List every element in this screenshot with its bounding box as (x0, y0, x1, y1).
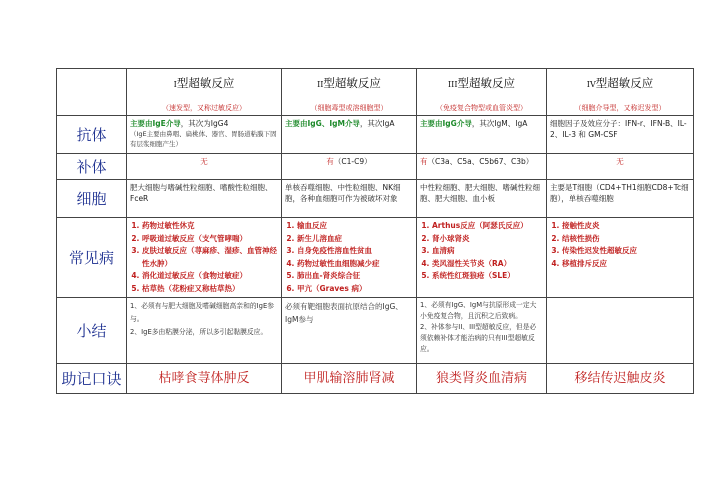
header-type-4: IV型超敏反应 （细胞介导型，又称迟发型） (547, 69, 694, 116)
corner-cell (57, 69, 127, 116)
cells-type-4: 主要是T细胞（CD4+TH1细胞CD8+Tc细胞），单核吞噬细胞 (547, 180, 694, 218)
antibody-row (57, 116, 694, 154)
antibody-type-2: 主要由IgG、IgM介导，其次IgA (282, 116, 417, 154)
list-item: 2. 肾小球肾炎 (432, 233, 543, 246)
list-item: 2. 结核性损伤 (562, 233, 690, 246)
complement-type-1: 无 (127, 154, 282, 180)
summary-type-3: 1、必须有IgG、IgM与抗原形成一定大小免疫复合物，且沉积之后致病。 2、补体参与II、III型超敏反应，但是必须依赖补体才能治病的只有III型超敏反应。 (417, 298, 547, 364)
summary-type-4 (547, 298, 694, 364)
list-item: 4. 移植排斥反应 (562, 258, 690, 271)
mnemonic-type-1: 枯哮食荨体肿反 (127, 364, 282, 394)
list-item: 4. 消化道过敏反应（食物过敏症） (142, 270, 278, 283)
list-item: 5. 枯草热（花粉症又称枯草热） (142, 283, 278, 296)
row-label-summary: 小结 (57, 298, 127, 364)
complement-type-4: 无 (547, 154, 694, 180)
list-item: 3. 皮肤过敏反应（荨麻疹、湿疹、血管神经性水肿） (142, 245, 278, 270)
row-label-cells: 细胞 (57, 180, 127, 218)
list-item: 3. 血清病 (432, 245, 543, 258)
antibody-type-3: 主要由IgG介导，其次IgM、IgA (417, 116, 547, 154)
diseases-type-2 (282, 218, 417, 298)
list-item: 1. Arthus反应（阿瑟氏反应） (432, 220, 543, 233)
cells-type-1: 肥大细胞与嗜碱性粒细胞、嗜酸性粒细胞、FceR (127, 180, 282, 218)
list-item: 6. 甲亢（Graves 病） (297, 283, 413, 296)
row-label-mnemonic: 助记口诀 (57, 364, 127, 394)
cells-type-2: 单核吞噬细胞、中性粒细胞、NK细胞，各种血细胞可作为被破坏对象 (282, 180, 417, 218)
header-type-3: III型超敏反应 （免疫复合物型或血管炎型） (417, 69, 547, 116)
mnemonic-type-4: 移结传迟触皮炎 (547, 364, 694, 394)
hypersensitivity-table (56, 68, 694, 394)
list-item: 5. 肺出血-肾炎综合征 (297, 270, 413, 283)
row-label-diseases: 常见病 (57, 218, 127, 298)
list-item: 4. 药物过敏性血细胞减少症 (297, 258, 413, 271)
row-label-complement: 补体 (57, 154, 127, 180)
complement-type-2: 有（C1-C9） (282, 154, 417, 180)
complement-type-3: 有（C3a、C5a、C5b67、C3b） (417, 154, 547, 180)
mnemonic-type-3: 狼类肾炎血清病 (417, 364, 547, 394)
diseases-type-4 (547, 218, 694, 298)
summary-type-1: 1、必须有与肥大细胞及嗜碱细胞高亲和的IgE参与。 2、IgE多由粘膜分泌，所以多引起黏膜反应。 (127, 298, 282, 364)
summary-row (57, 298, 694, 364)
list-item: 5. 系统性红斑狼疮（SLE） (432, 270, 543, 283)
list-item: 3. 传染性迟发性超敏反应 (562, 245, 690, 258)
list-item: 1. 药物过敏性休克 (142, 220, 278, 233)
row-label-antibody: 抗体 (57, 116, 127, 154)
antibody-type-4: 细胞因子及效应分子：IFN-r、IFN-B、IL-2、IL-3 和 GM-CSF (547, 116, 694, 154)
cells-type-3: 中性粒细胞、肥大细胞、嗜碱性粒细胞、肥大细胞、血小板 (417, 180, 547, 218)
cells-row (57, 180, 694, 218)
list-item: 3. 自身免疫性溶血性贫血 (297, 245, 413, 258)
header-type-1: I型超敏反应 （速发型，又称过敏反应） (127, 69, 282, 116)
header-type-2: II型超敏反应 （细胞毒型或溶细胞型） (282, 69, 417, 116)
list-item: 1. 输血反应 (297, 220, 413, 233)
list-item: 4. 类风湿性关节炎（RA） (432, 258, 543, 271)
diseases-type-1 (127, 218, 282, 298)
header-row (57, 69, 694, 116)
list-item: 2. 呼吸道过敏反应（支气管哮喘） (142, 233, 278, 246)
diseases-type-3 (417, 218, 547, 298)
complement-row (57, 154, 694, 180)
list-item: 1. 接触性皮炎 (562, 220, 690, 233)
diseases-row (57, 218, 694, 298)
mnemonic-row (57, 364, 694, 394)
mnemonic-type-2: 甲肌输溶肺肾减 (282, 364, 417, 394)
antibody-type-1: 主要由IgE介导，其次为IgG4 （IgE主要由鼻咽、扁桃体、器官、胃肠道粘膜下固有层浆细胞产生） (127, 116, 282, 154)
list-item: 2. 新生儿溶血症 (297, 233, 413, 246)
summary-type-2: 必须有靶细胞表面抗原结合的IgG、IgM参与 (282, 298, 417, 364)
